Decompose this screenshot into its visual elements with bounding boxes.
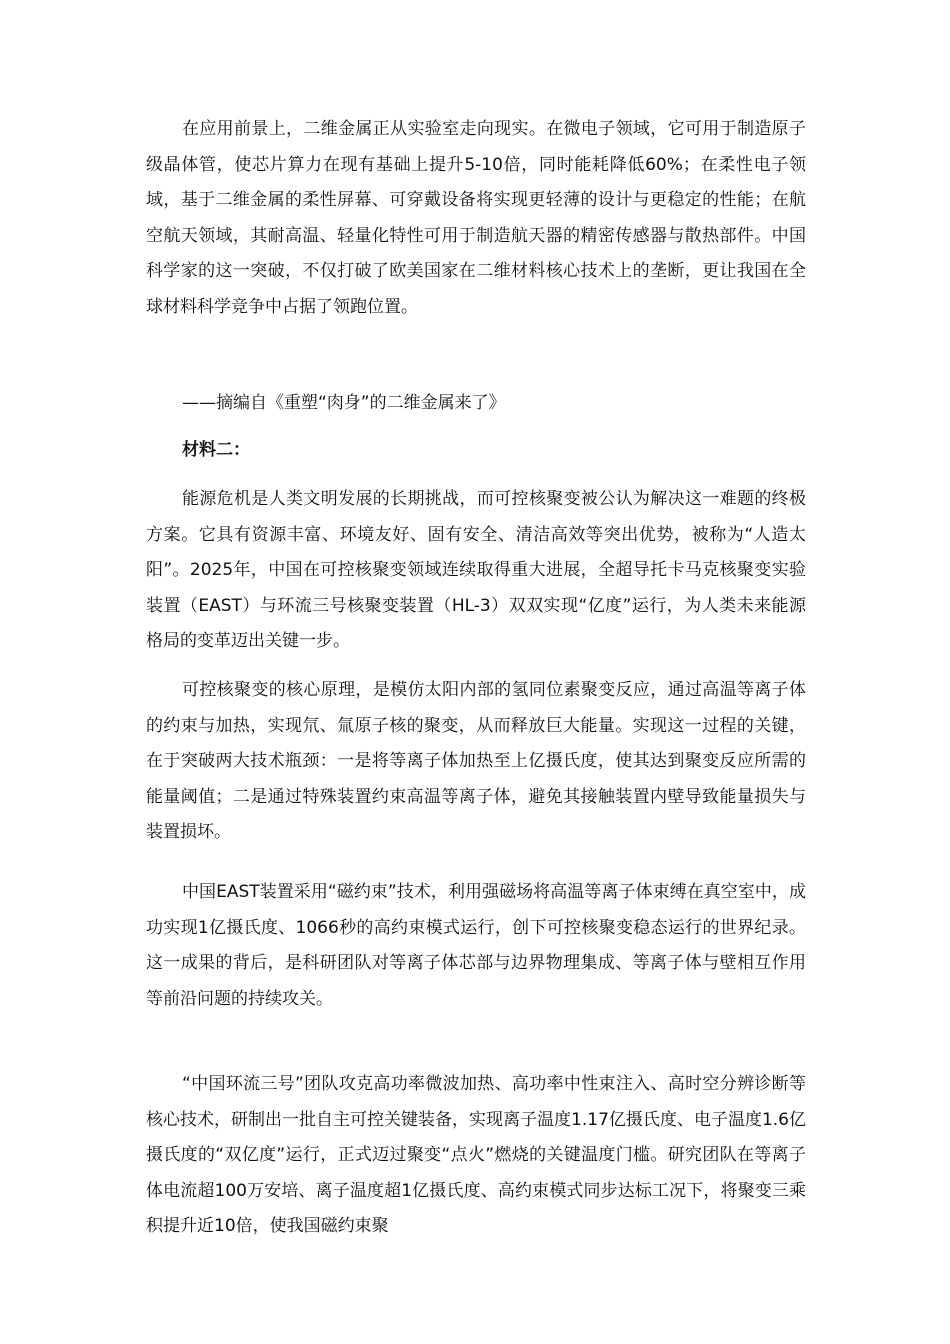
paragraph-text: 中国EAST装置采用“磁约束”技术，利用强磁场将高温等离子体束缚在真空室中，成功实现1亿摄氏度、1066秒的高约束模式运行，创下可控核聚变稳态运行的世界纪录。这一成果的背后，是科研团队对等离子体芯部与边界物理集成、等离子体与壁相互作用等前沿问题的持续攻关。 — [146, 882, 806, 1009]
section-heading-material-two — [146, 433, 806, 469]
paragraph-application-prospects — [146, 112, 806, 325]
source-citation — [146, 386, 806, 422]
paragraph-text: 可控核聚变的核心原理，是模仿太阳内部的氢同位素聚变反应，通过高温等离子体的约束与加热，实现氘、氚原子核的聚变，从而释放巨大能量。实现这一过程的关键，在于突破两大技术瓶颈：一是将等离子体加热至上亿摄氏度，使其达到聚变反应所需的能量阈值；二是通过特殊装置约束高温等离子体，避免其接触装置内壁导致能量损失与装置损坏。 — [146, 680, 806, 842]
paragraph-energy-crisis — [146, 482, 806, 660]
paragraph-text: “中国环流三号”团队攻克高功率微波加热、高功率中性束注入、高时空分辨诊断等核心技术，研制出一批自主可控关键装备，实现离子温度1.17亿摄氏度、电子温度1.6亿摄氏度的“双亿度”运行，正式迈过聚变“点火”燃烧的关键温度门槛。研究团队在等离子体电流超100万安培、离子温度超1亿摄氏度、高约束模式同步达标工况下，将聚变三乘积提升近10倍，使我国磁约束聚 — [146, 1074, 806, 1236]
citation-text: ——摘编自《重塑“肉身”的二维金属来了》 — [182, 393, 506, 413]
paragraph-text: 能源危机是人类文明发展的长期挑战，而可控核聚变被公认为解决这一难题的终极方案。它具有资源丰富、环境友好、固有安全、清洁高效等突出优势，被称为“人造太阳”。2025年，中国在可控核聚变领域连续取得重大进展，全超导托卡马克核聚变实验装置（EAST）与环流三号核聚变装置（HL-3）双双实现“亿度”运行，为人类未来能源格局的变革迈出关键一步。 — [146, 489, 806, 651]
paragraph-fusion-principle — [146, 673, 806, 851]
paragraph-east-device — [146, 875, 806, 1017]
paragraph-text: 在应用前景上，二维金属正从实验室走向现实。在微电子领域，它可用于制造原子级晶体管，使芯片算力在现有基础上提升5-10倍，同时能耗降低60%；在柔性电子领域，基于二维金属的柔性屏幕、可穿戴设备将实现更轻薄的设计与更稳定的性能；在航空航天领域，其耐高温、轻量化特性可用于制造航天器的精密传感器与散热部件。中国科学家的这一突破，不仅打破了欧美国家在二维材料核心技术上的垄断，更让我国在全球材料科学竞争中占据了领跑位置。 — [146, 119, 806, 317]
heading-text: 材料二： — [182, 440, 250, 460]
paragraph-hl3-device — [146, 1067, 806, 1245]
